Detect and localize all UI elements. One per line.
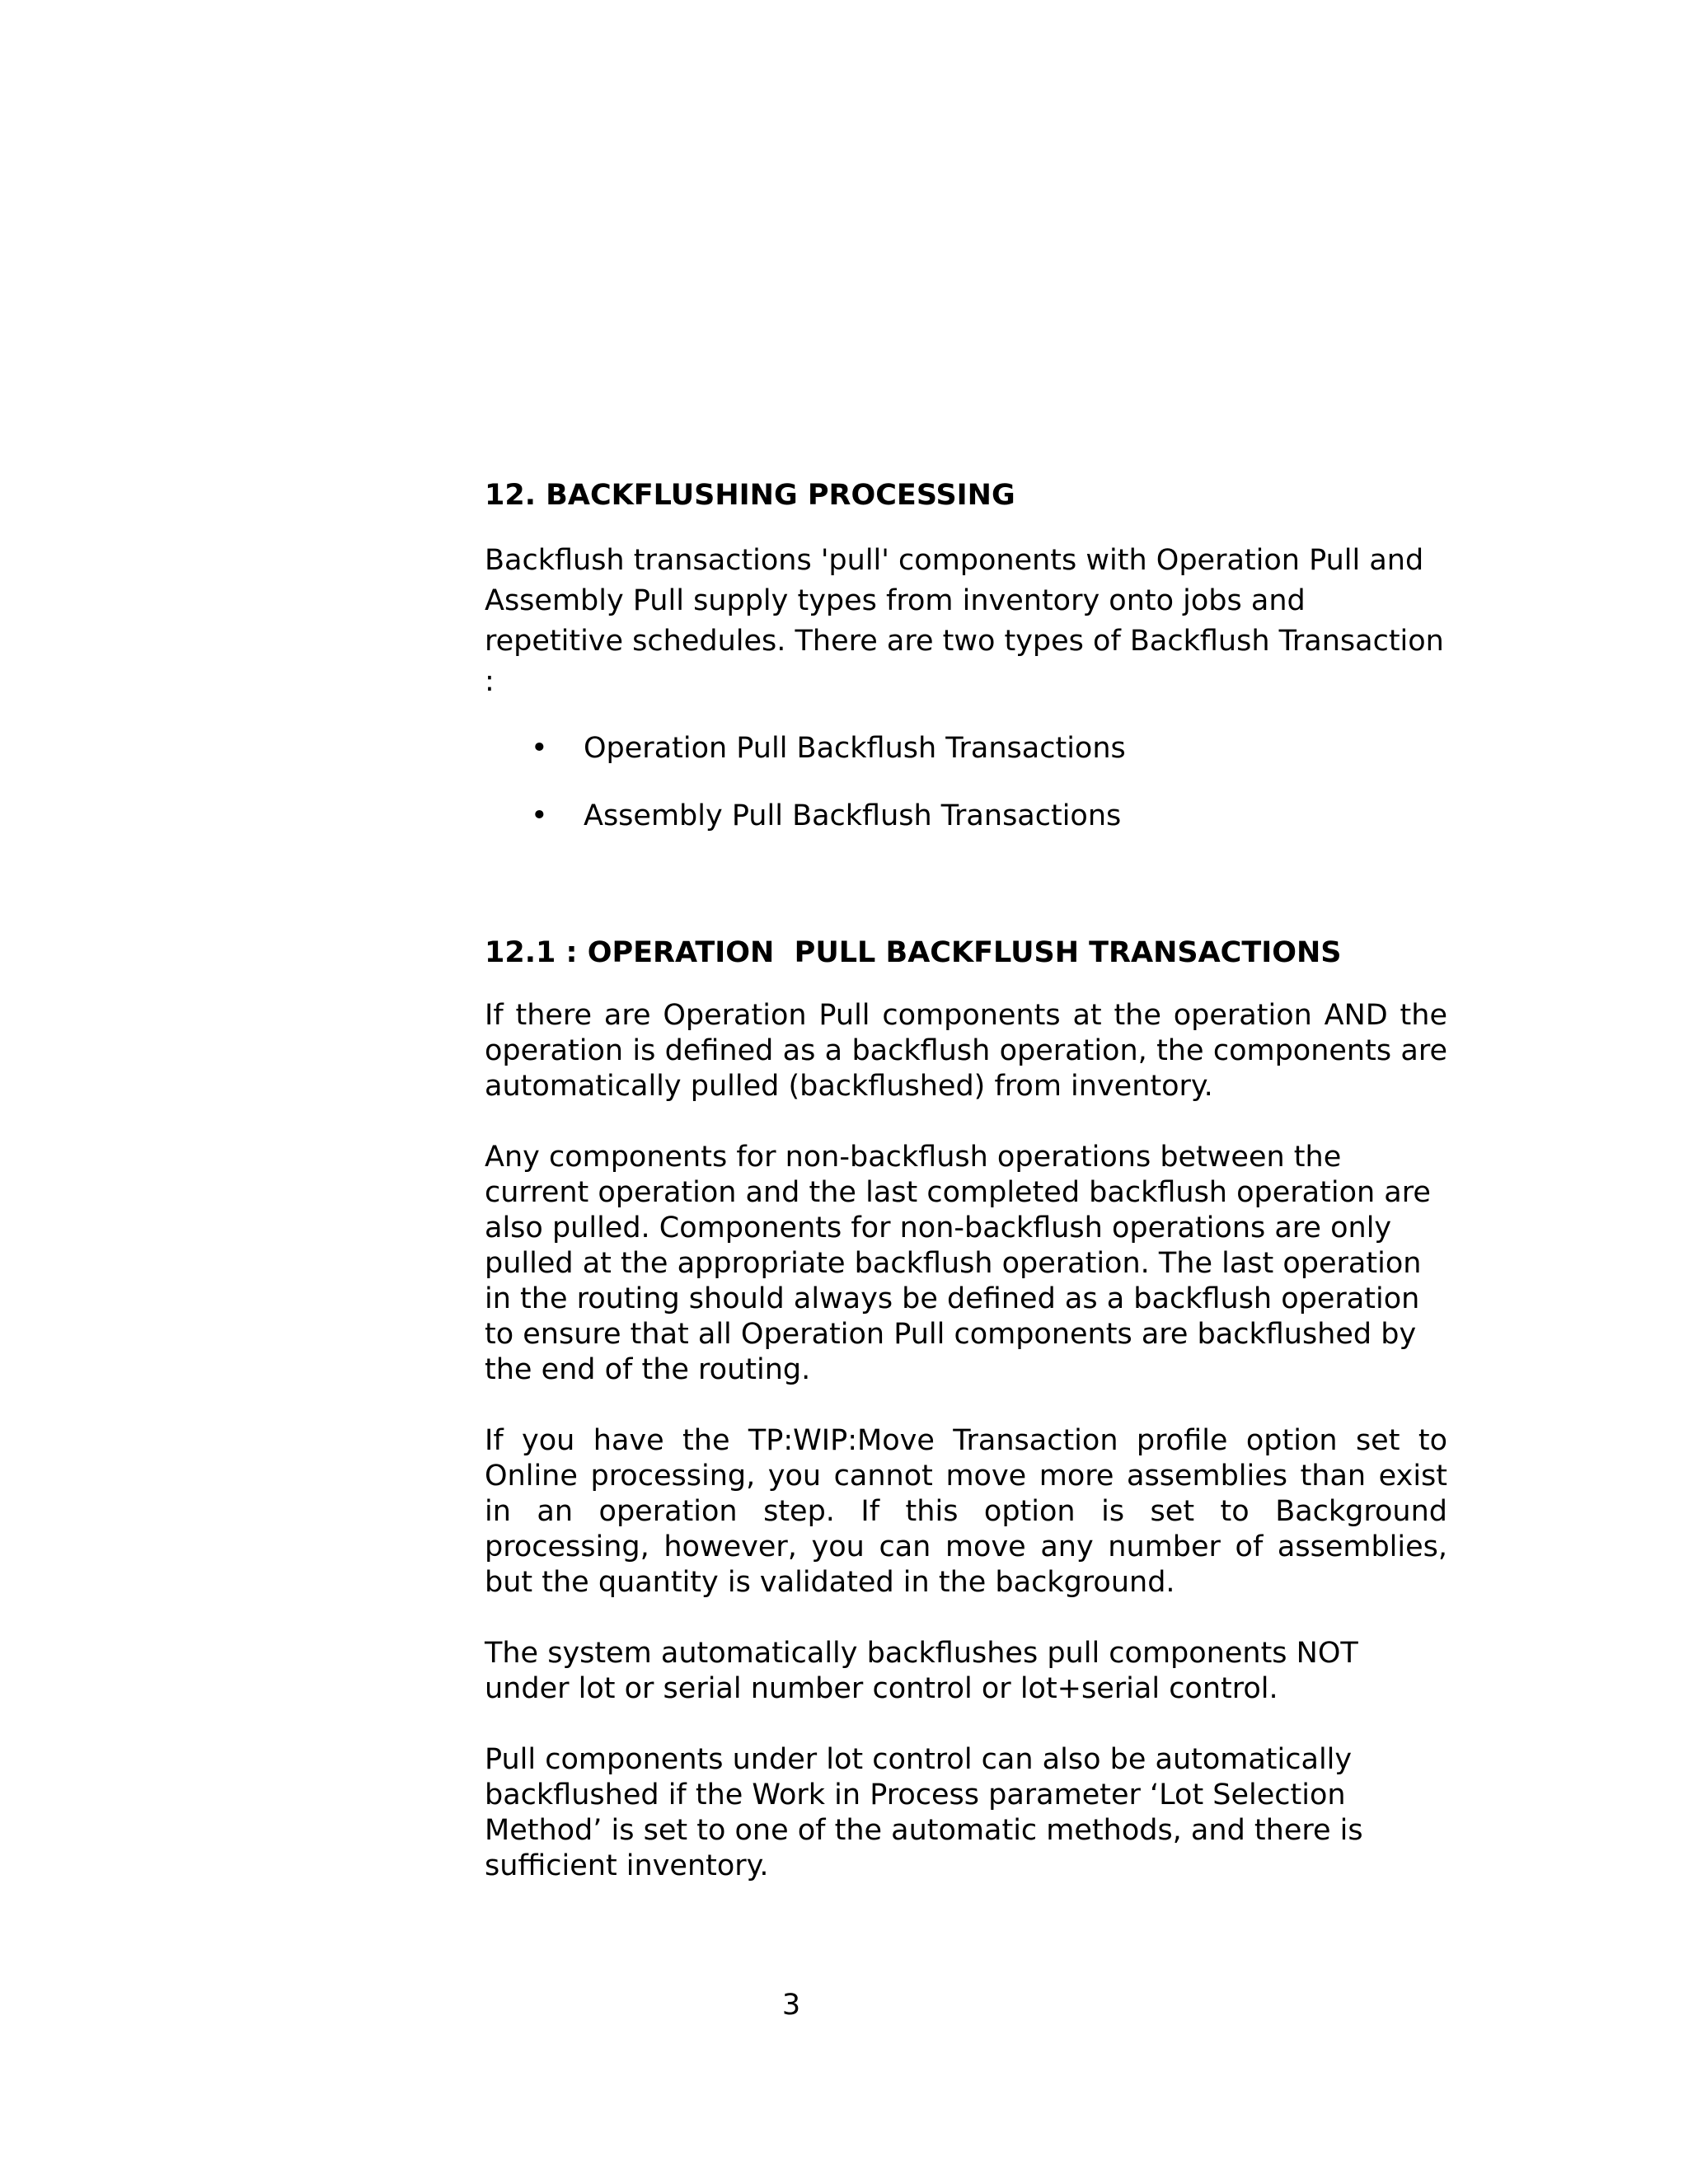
transaction-types-list — [485, 729, 1447, 837]
page-number: 3 — [781, 1989, 801, 2022]
paragraph-lot-selection: Pull components under lot control can also be automatically backflushed if the Work in Process parameter ‘Lot Selection Method’ is set to one of the automatic methods, and there is sufficient inventory. — [485, 1743, 1363, 1882]
paragraph-operation-pull: If there are Operation Pull components at the operation AND the operation is defined as a backflush operation, the components are automatically pulled (backflushed) from inventory. — [485, 999, 1447, 1103]
paragraph-lot-serial: The system automatically backflushes pull components NOT under lot or serial number control or lot+serial control. — [485, 1637, 1358, 1705]
bullet-icon: • — [531, 799, 548, 832]
list-item-text: Assembly Pull Backflush Transactions — [584, 799, 1122, 832]
section-heading: 12. BACKFLUSHING PROCESSING — [485, 479, 1015, 512]
subsection-heading: 12.1 : OPERATION PULL BACKFLUSH TRANSACTIONS — [485, 936, 1342, 969]
paragraph-move-transaction: If you have the TP:WIP:Move Transaction profile option set to Online processing, you cannot move more assemblies than exist in an operation step. If this option is set to Background processing, however, you can move any number of assemblies, but the quantity is validated in the background. — [485, 1424, 1447, 1599]
section-intro-paragraph: Backflush transactions 'pull' components with Operation Pull and Assembly Pull supply types from inventory onto jobs and repetitive schedules. There are two types of Backflush Transaction : — [485, 544, 1444, 698]
list-item — [485, 796, 1447, 837]
list-item — [485, 729, 1447, 769]
bullet-icon: • — [531, 732, 548, 765]
list-item-text: Operation Pull Backflush Transactions — [584, 732, 1126, 765]
page-content — [485, 476, 1447, 1919]
paragraph-non-backflush: Any components for non-backflush operations between the current operation and the last completed backflush operation are also pulled. Components for non-backflush operations are only pulled at the appropriate backflush operation. The last operation in the routing should always be defined as a backflush operation to ensure that all Operation Pull components are backflushed by the end of the routing. — [485, 1141, 1431, 1386]
